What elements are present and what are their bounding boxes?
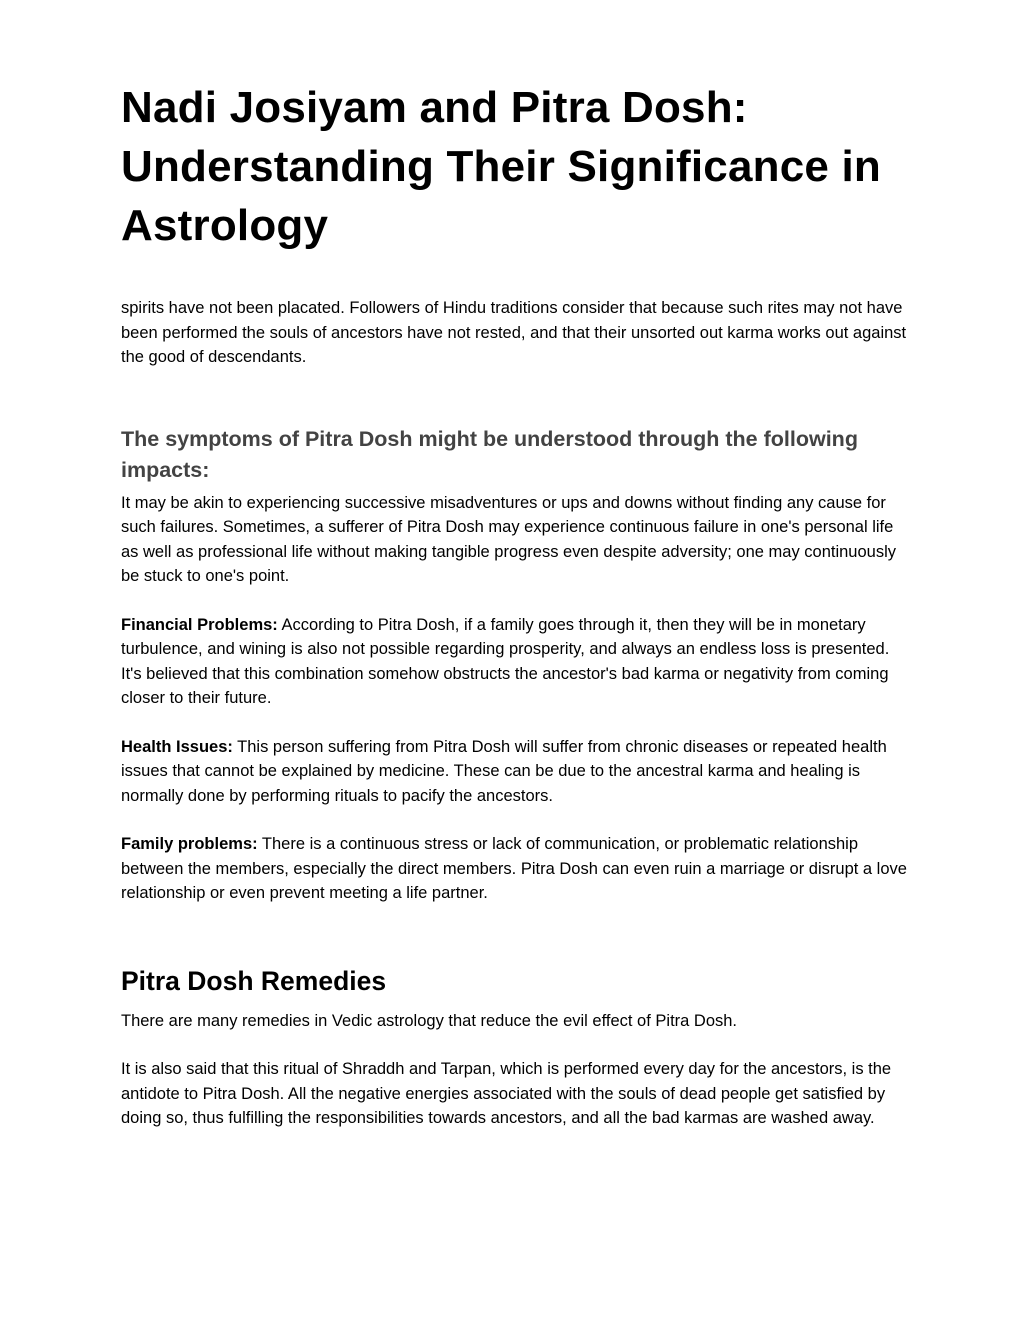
health-issues-paragraph <box>121 735 911 809</box>
symptoms-paragraph: It may be akin to experiencing successive misadventures or ups and downs without finding any cause for such failures. Sometimes, a sufferer of Pitra Dosh may experience continuous failure in one's personal life as well as professional life without making tangible progress even despite adversity; one may continuously be stuck to one's point. <box>121 493 897 585</box>
remedies-paragraph-2: It is also said that this ritual of Shraddh and Tarpan, which is performed every day for the ancestors, is the antidote to Pitra Dosh. All the negative energies associated with the souls of dead people get satisfied by doing so, thus fulfilling the responsibilities towards ancestors, and all the bad karmas are washed away. <box>121 1060 892 1127</box>
financial-problems-paragraph <box>121 613 911 711</box>
financial-problems-label: Financial Problems: <box>121 615 278 634</box>
health-issues-text: This person suffering from Pitra Dosh will suffer from chronic diseases or repeated health issues that cannot be explained by medicine. These can be due to the ancestral karma and healing is normally done by performing rituals to pacify the ancestors. <box>121 737 887 805</box>
document-page <box>121 78 911 1131</box>
health-issues-label: Health Issues: <box>121 737 233 756</box>
remedies-heading: Pitra Dosh Remedies <box>121 965 387 996</box>
family-problems-label: Family problems: <box>121 835 258 853</box>
family-problems-paragraph <box>121 832 911 906</box>
remedies-paragraph-1: There are many remedies in Vedic astrology that reduce the evil effect of Pitra Dosh. <box>121 1011 738 1030</box>
family-problems-text: There is a continuous stress or lack of communication, or problematic relationship between the members, especially the direct members. Pitra Dosh can even ruin a marriage or disrupt a love relationship or even prevent meeting a life partner. <box>121 835 907 902</box>
page-title: Nadi Josiyam and Pitra Dosh: Understanding Their Significance in Astrology <box>121 83 881 250</box>
financial-problems-text: According to Pitra Dosh, if a family goes through it, then they will be in monetary turbulence, and wining is also not possible regarding prosperity, and always an endless loss is presented. It's believed that this combination somehow obstructs the ancestor's bad karma or negativity from coming closer to their future. <box>121 615 890 707</box>
symptoms-heading: The symptoms of Pitra Dosh might be understood through the following impacts: <box>121 426 858 482</box>
intro-paragraph: spirits have not been placated. Followers of Hindu traditions consider that because such rites may not have been performed the souls of ancestors have not rested, and that their unsorted out karma works out against the good of descendants. <box>121 299 907 366</box>
